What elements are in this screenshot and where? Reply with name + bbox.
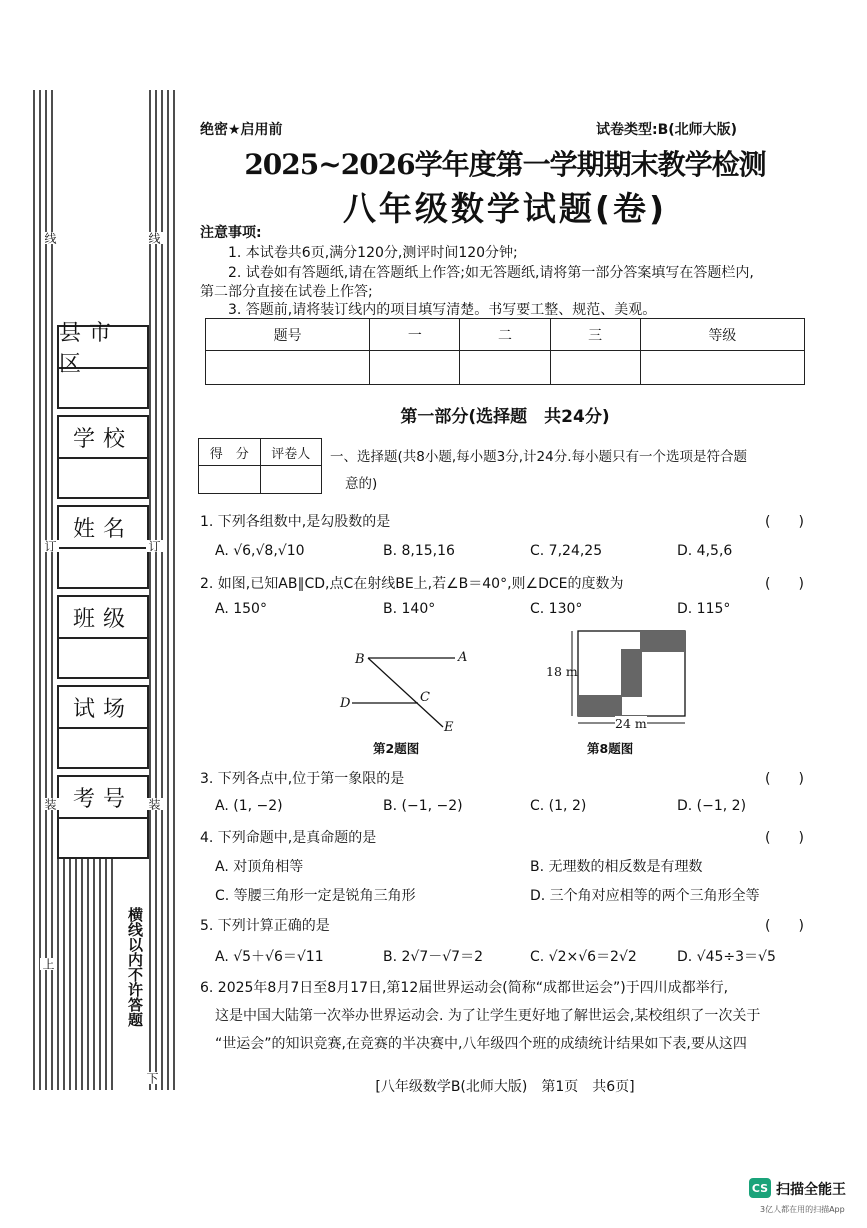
id-label: 试场 xyxy=(59,687,147,729)
notice-item: 3. 答题前,请将装订线内的项目填写清楚。书写要工整、规范、美观。 xyxy=(228,302,657,318)
id-label: 学校 xyxy=(59,417,147,459)
score-cell[interactable] xyxy=(460,351,550,385)
option: A. √5＋√6＝√11 xyxy=(215,949,324,965)
score-cell[interactable] xyxy=(370,351,460,385)
fig2-point-e: E xyxy=(444,720,454,735)
binding-mark-bind: 装 xyxy=(43,798,57,810)
score-header: 三 xyxy=(550,319,640,351)
option: B. 无理数的相反数是有理数 xyxy=(530,859,703,875)
score-cell[interactable] xyxy=(550,351,640,385)
option: D. 三个角对应相等的两个三角形全等 xyxy=(530,888,760,904)
grader-header: 评卷人 xyxy=(260,439,322,466)
fig2-caption: 第2题图 xyxy=(373,741,420,756)
section-desc: 意的) xyxy=(345,476,378,492)
answer-paren[interactable]: ( ) xyxy=(765,918,804,934)
binding-top-mark: 上 xyxy=(41,958,55,970)
binding-mark-bind: 装 xyxy=(147,798,161,810)
scanner-brand: 扫描全能王 xyxy=(776,1182,846,1198)
question-6-line: 6. 2025年8月7日至8月17日,第12届世界运动会(简称“成都世运会”)于四川成都举行, xyxy=(200,980,729,996)
score-cell[interactable] xyxy=(206,351,370,385)
id-label: 班级 xyxy=(59,597,147,639)
question-stem: 4. 下列命题中,是真命题的是 xyxy=(200,830,377,846)
id-label: 姓名 xyxy=(59,507,147,549)
fig2-point-c: C xyxy=(420,690,430,705)
id-label: 县市区 xyxy=(59,327,147,369)
fig8-height-label: 18 m xyxy=(546,664,578,679)
id-label: 考号 xyxy=(59,777,147,819)
fig2-point-d: D xyxy=(340,696,351,711)
question-stem: 5. 下列计算正确的是 xyxy=(200,918,330,934)
option: C. (1, 2) xyxy=(530,798,587,814)
id-box-room[interactable] xyxy=(57,685,149,769)
option: D. 4,5,6 xyxy=(677,543,733,559)
id-box-class[interactable] xyxy=(57,595,149,679)
score-header: 二 xyxy=(460,319,550,351)
option: B. 140° xyxy=(383,601,436,617)
id-box-name[interactable] xyxy=(57,505,149,589)
score-header: 题号 xyxy=(206,319,370,351)
option: C. 等腰三角形一定是锐角三角形 xyxy=(215,888,416,904)
option: A. 对顶角相等 xyxy=(215,859,304,875)
scanner-tagline: 3亿人都在用的扫描App xyxy=(760,1205,845,1214)
option: D. 115° xyxy=(677,601,731,617)
id-box-school[interactable] xyxy=(57,415,149,499)
fig8-caption: 第8题图 xyxy=(587,741,634,756)
answer-paren[interactable]: ( ) xyxy=(765,830,804,846)
score-table xyxy=(205,318,805,385)
option: A. (1, −2) xyxy=(215,798,283,814)
option: D. (−1, 2) xyxy=(677,798,747,814)
score-header: 等级 xyxy=(640,319,804,351)
binding-note: 横线以内不许答题 xyxy=(126,907,144,1027)
option: B. 2√7－√7＝2 xyxy=(383,949,483,965)
notice-item: 1. 本试卷共6页,满分120分,测评时间120分钟; xyxy=(228,245,518,261)
binding-mark-line: 线 xyxy=(147,232,161,244)
option: A. 150° xyxy=(215,601,267,617)
page-subtitle: 八年级数学试题(卷) xyxy=(342,189,668,228)
answer-paren[interactable]: ( ) xyxy=(765,576,804,592)
grader-cell[interactable] xyxy=(260,466,322,494)
id-box-county[interactable] xyxy=(57,321,149,409)
page-title: 2025~2026学年度第一学期期末教学检测 xyxy=(244,148,766,181)
option: C. 130° xyxy=(530,601,583,617)
question-6-line: “世运会”的知识竞赛,在竞赛的半决赛中,八年级四个班的成绩统计结果如下表,要从这四 xyxy=(215,1036,747,1052)
question-stem: 1. 下列各组数中,是勾股数的是 xyxy=(200,514,391,530)
answer-paren[interactable]: ( ) xyxy=(765,514,804,530)
answer-paren[interactable]: ( ) xyxy=(765,771,804,787)
secret-label: 绝密★启用前 xyxy=(200,122,283,138)
binding-mark-line: 线 xyxy=(43,232,57,244)
question-6-line: 这是中国大陆第一次举办世界运动会. 为了让学生更好地了解世运会,某校组织了一次关于 xyxy=(215,1008,761,1024)
option: B. 8,15,16 xyxy=(383,543,455,559)
binding-mark-staple: 订 xyxy=(147,540,161,552)
fig8-width-label: 24 m xyxy=(615,716,647,731)
score-cell[interactable] xyxy=(640,351,804,385)
binding-bottom-mark: 下 xyxy=(145,1072,159,1084)
option: C. √2×√6＝2√2 xyxy=(530,949,637,965)
notice-item: 第二部分直接在试卷上作答; xyxy=(200,284,373,300)
binding-strip xyxy=(0,0,190,1228)
binding-mark-staple: 订 xyxy=(43,540,57,552)
question-stem: 3. 下列各点中,位于第一象限的是 xyxy=(200,771,405,787)
fig2-point-a: A xyxy=(458,650,468,665)
fig2-point-b: B xyxy=(355,652,365,667)
notice-title: 注意事项: xyxy=(200,225,262,241)
part1-title: 第一部分(选择题 共24分) xyxy=(400,407,610,427)
option: C. 7,24,25 xyxy=(530,543,603,559)
page-footer: [八年级数学B(北师大版) 第1页 共6页] xyxy=(375,1079,635,1095)
grader-header: 得 分 xyxy=(199,439,261,466)
option: A. √6,√8,√10 xyxy=(215,543,305,559)
id-box-exam-no[interactable] xyxy=(57,775,149,859)
scanner-logo-icon: CS xyxy=(749,1178,771,1198)
section-desc: 一、选择题(共8小题,每小题3分,计24分.每小题只有一个选项是符合题 xyxy=(330,449,747,465)
score-header: 一 xyxy=(370,319,460,351)
grader-table xyxy=(198,438,322,494)
option: B. (−1, −2) xyxy=(383,798,463,814)
paper-type: 试卷类型:B(北师大版) xyxy=(596,122,738,138)
option: D. √45÷3＝√5 xyxy=(677,949,776,965)
question-stem: 2. 如图,已知AB∥CD,点C在射线BE上,若∠B＝40°,则∠DCE的度数为 xyxy=(200,576,624,592)
grader-cell[interactable] xyxy=(199,466,261,494)
notice-item: 2. 试卷如有答题纸,请在答题纸上作答;如无答题纸,请将第一部分答案填写在答题栏内, xyxy=(228,265,754,281)
